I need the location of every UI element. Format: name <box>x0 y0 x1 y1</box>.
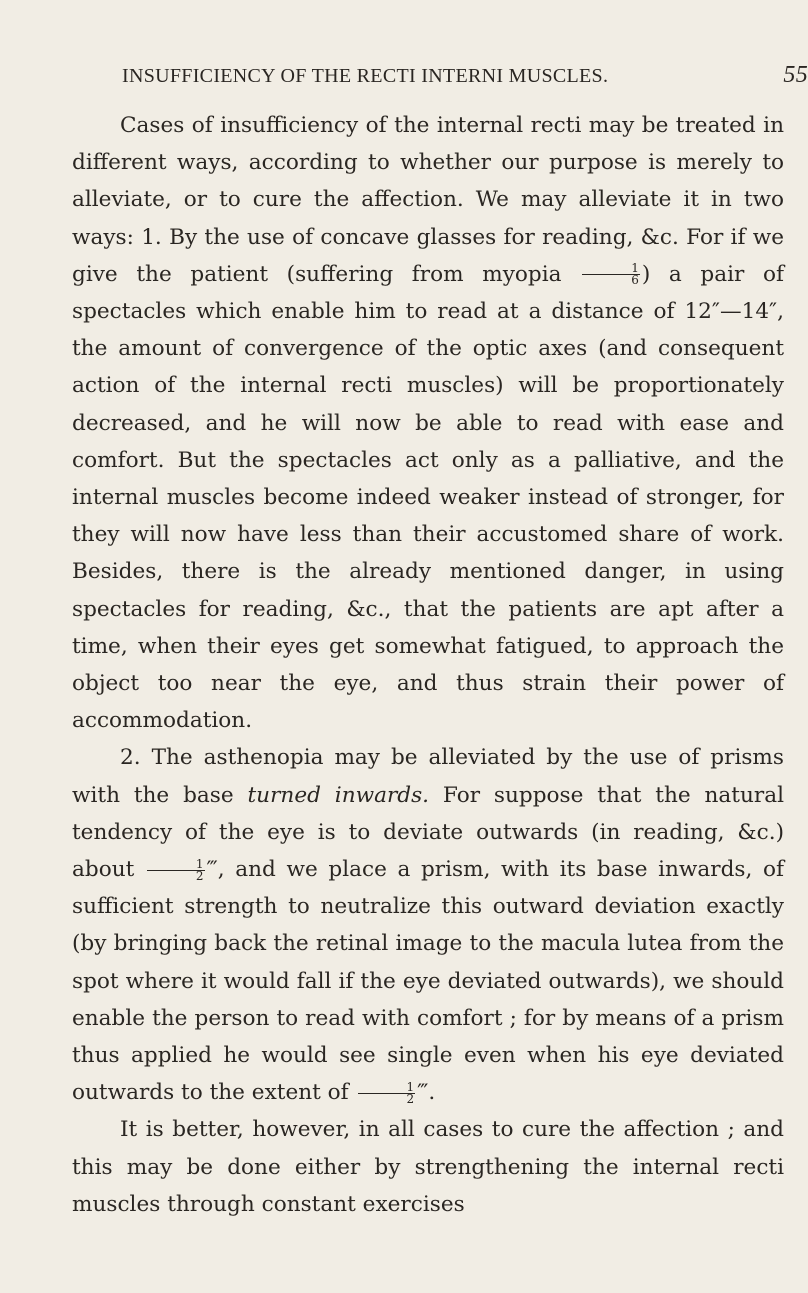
fraction-numerator: 1 <box>358 1082 416 1094</box>
fraction-numerator: 1 <box>147 859 205 871</box>
fraction-denominator: 6 <box>631 273 639 288</box>
paragraph-1-text-a: Cases of insufficiency of the internal recti may be treated in different ways, according to whether our purpose is merely to alleviate, or to cure the affection. We may alleviate it in two ways: 1. By the use of concave glasses for reading, &c. For if we give the patient (suffering from myopia <box>72 113 784 287</box>
paragraph-2-italic: turned inwards. <box>247 782 430 808</box>
fraction-one-half <box>147 856 205 883</box>
fraction-one-sixth <box>582 263 640 286</box>
body-text <box>72 107 784 1223</box>
fraction-denominator: 2 <box>406 1091 415 1106</box>
paragraph-2 <box>72 739 784 1111</box>
chapter-title: INSUFFICIENCY OF THE RECTI INTERNI MUSCLES. <box>122 65 609 87</box>
paragraph-2-text-b: For suppose that the natural tendency of the eye is to deviate outwards (in reading, &c.) about <box>72 782 784 883</box>
fraction-unit: ‴ <box>206 857 218 883</box>
paragraph-3 <box>72 1111 784 1223</box>
paragraph-1 <box>72 107 784 739</box>
paragraph-3-text: It is better, however, in all cases to cure the affection ; and this may be done either by strengthening the internal recti muscles through constant exercises <box>72 1117 784 1217</box>
paragraph-2-text-d: . <box>428 1080 436 1106</box>
page-number: 55 <box>783 62 808 88</box>
fraction-numerator: 1 <box>582 263 640 275</box>
fraction-unit: ‴ <box>417 1080 429 1106</box>
paragraph-2-text-c: , and we place a prism, with its base inwards, of sufficient strength to neutralize this outward deviation exactly (by bringing back the retinal image to the macula lutea from the spot where it would fall if the eye deviated outwards), we should enable the person to read with comfort ; for by means of a prism thus applied he would see single even when his eye deviated outwards to the extent of <box>72 857 784 1106</box>
fraction-denominator: 2 <box>195 868 204 883</box>
paragraph-2-text-a: 2. The asthenopia may be alleviated by the use of prisms with the base <box>72 745 784 808</box>
paragraph-1-text-b: ) a pair of spectacles which enable him to read at a distance of 12″—14″, the amount of convergence of the optic axes (and consequent action of the internal recti muscles) will be proportionately decreased, and he will now be able to read with ease and comfort. But the spectacles act only as a palliative, and the internal muscles become indeed weaker instead of stronger, for they will now have less than their accustomed share of work. Besides, there is the already mentioned danger, in using spectacles for reading, &c., that the patients are apt after a time, when their eyes get somewhat fatigued, to approach the object too near the eye, and thus strain their power of accommodation. <box>72 261 784 734</box>
fraction-one-half <box>358 1079 416 1106</box>
running-head <box>122 62 808 89</box>
